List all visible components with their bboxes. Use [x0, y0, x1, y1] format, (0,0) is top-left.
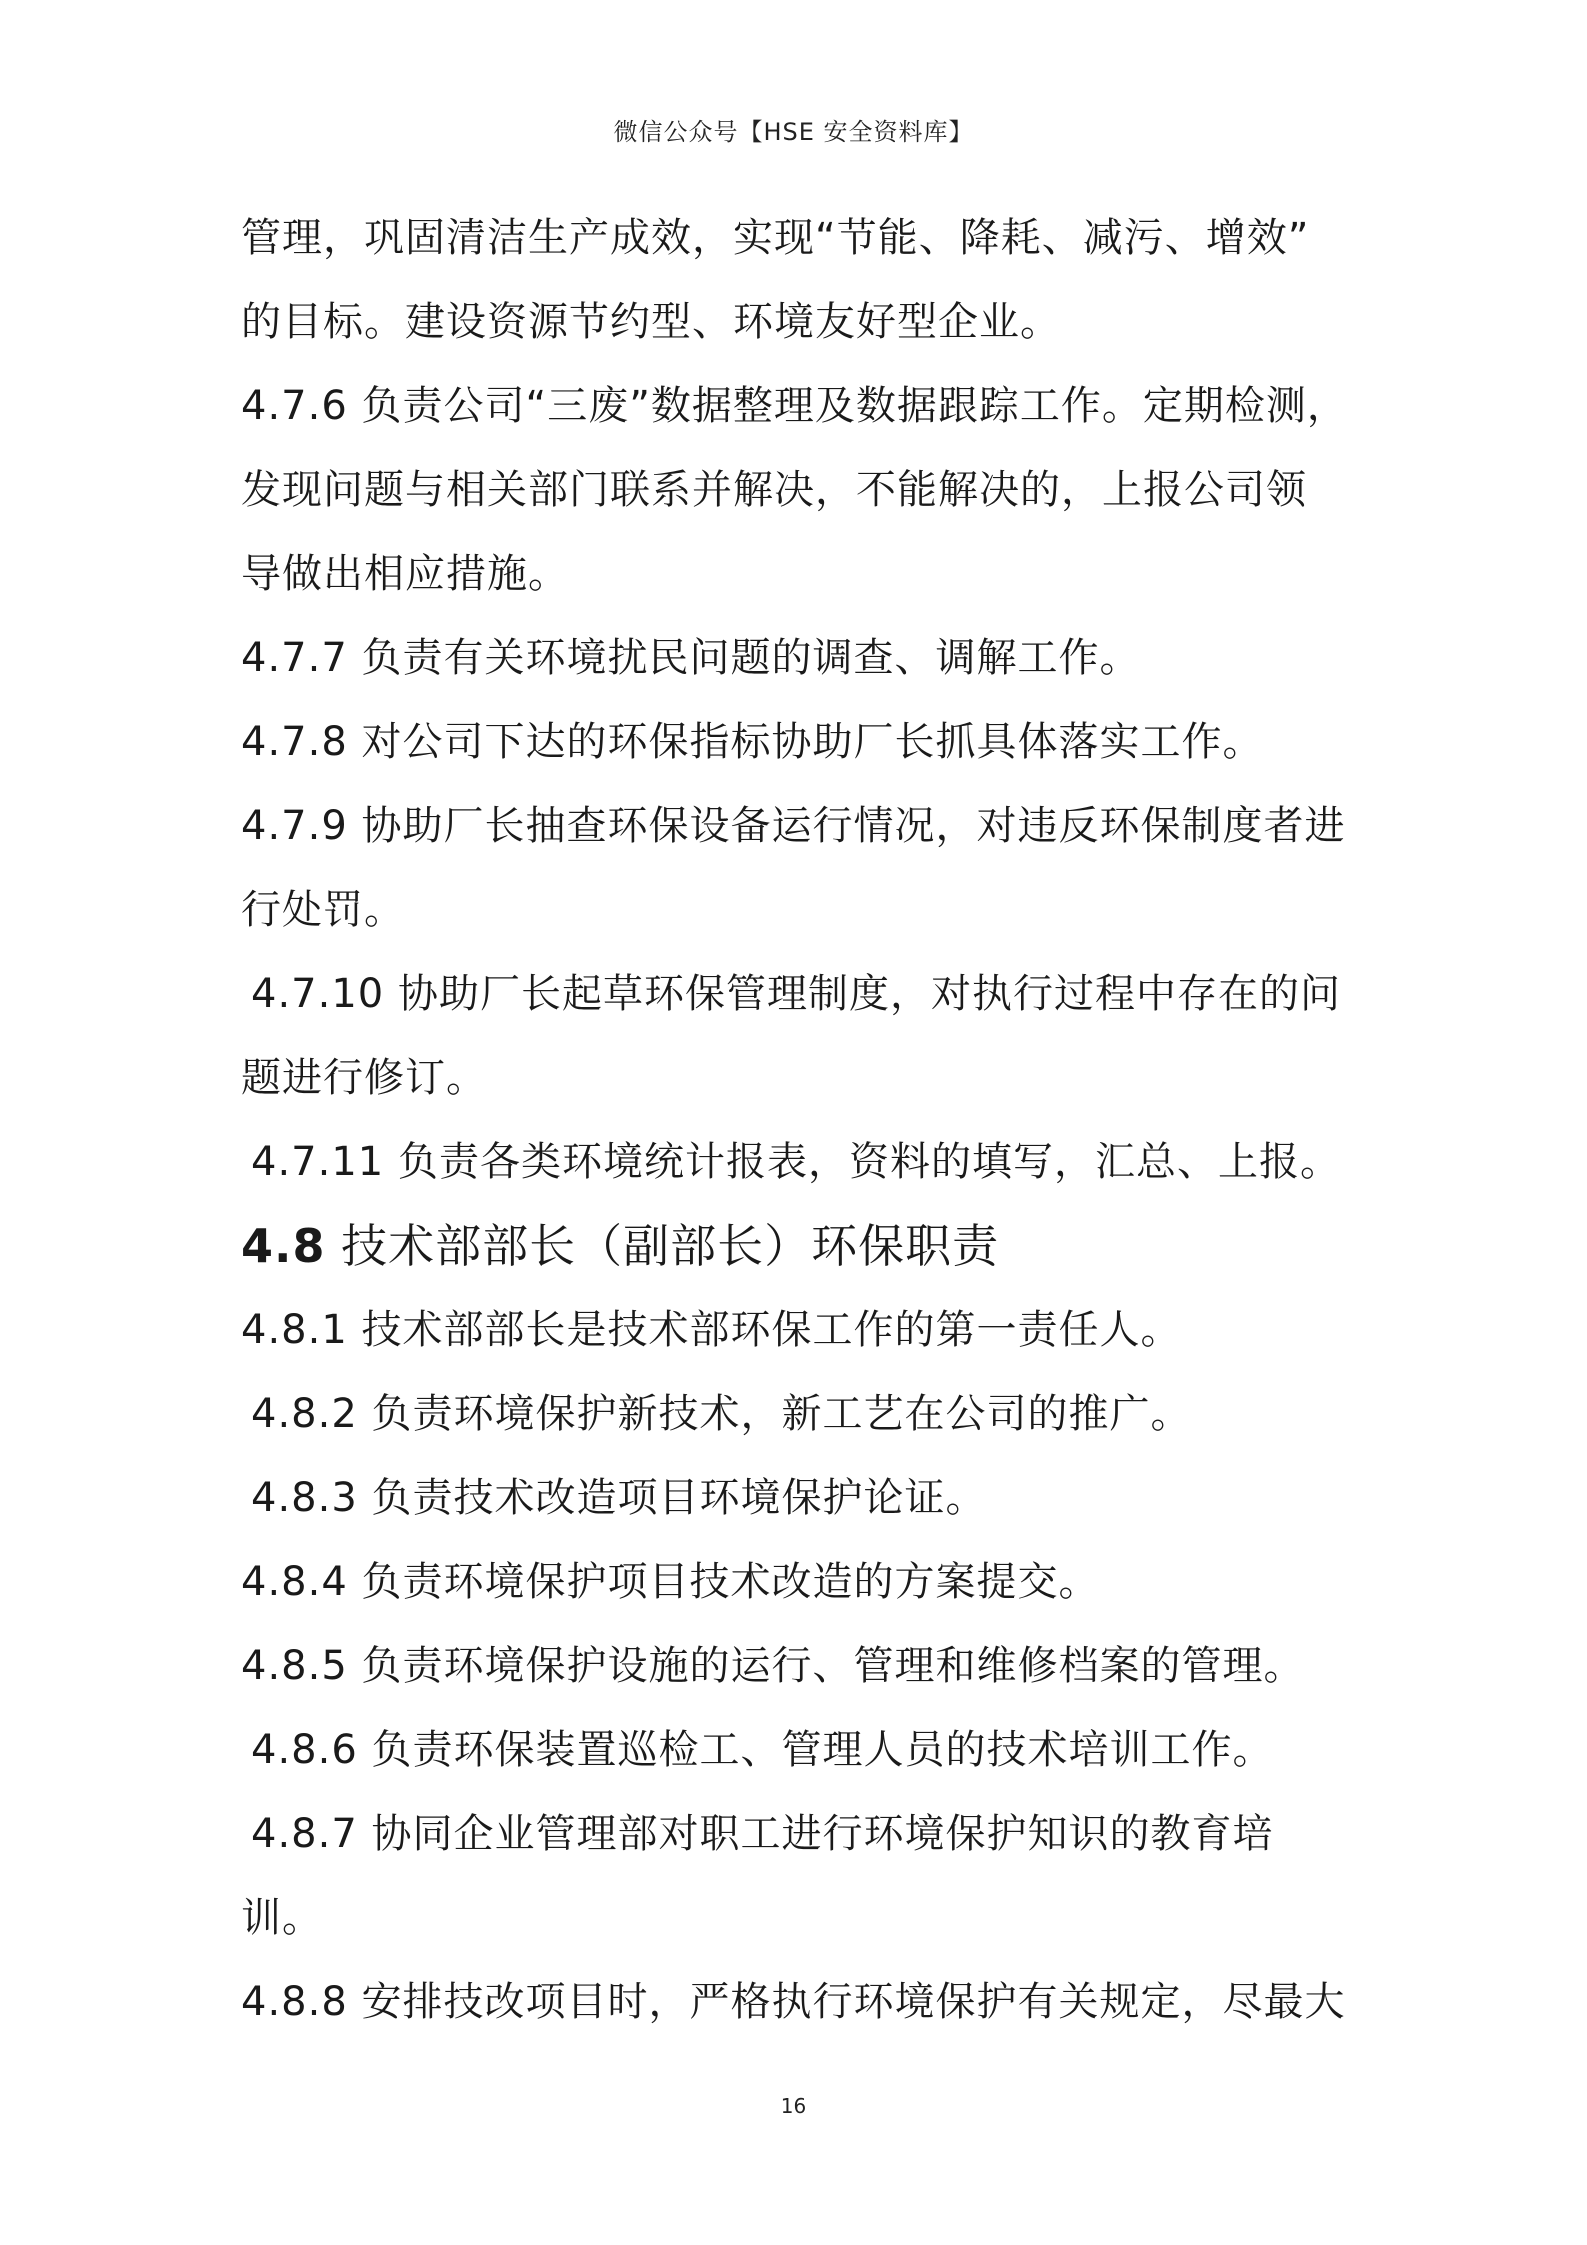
- document-body: [241, 196, 1361, 2044]
- text-line: 4.8.4 负责环境保护项目技术改造的方案提交。: [241, 1559, 1100, 1605]
- section-heading-number: 4.8: [241, 1219, 326, 1273]
- text-line: 4.8.5 负责环境保护设施的运行、管理和维修档案的管理。: [241, 1643, 1305, 1689]
- text-line: 4.8.2 负责环境保护新技术，新工艺在公司的推广。: [251, 1391, 1192, 1437]
- text-line: 4.8.8 安排技改项目时，严格执行环境保护有关规定，尽最大: [241, 1979, 1346, 2025]
- text-line: 的目标。建设资源节约型、环境友好型企业。: [241, 299, 1061, 345]
- text-line: 4.8.6 负责环保装置巡检工、管理人员的技术培训工作。: [251, 1727, 1274, 1773]
- text-line: 管理，巩固清洁生产成效，实现“节能、降耗、减污、增效”: [241, 215, 1310, 261]
- text-line: 4.8.7 协同企业管理部对职工进行环境保护知识的教育培: [251, 1811, 1274, 1857]
- text-line: 4.8.1 技术部部长是技术部环保工作的第一责任人。: [241, 1307, 1182, 1353]
- section-heading-title: 技术部部长（副部长）环保职责: [325, 1219, 1000, 1273]
- text-line: 题进行修订。: [241, 1055, 487, 1101]
- text-line: 4.7.7 负责有关环境扰民问题的调查、调解工作。: [241, 635, 1141, 681]
- text-line: 训。: [241, 1895, 323, 1941]
- text-line: 行处罚。: [241, 887, 405, 933]
- text-line: 4.7.11 负责各类环境统计报表，资料的填写，汇总、上报。: [251, 1139, 1341, 1185]
- text-line: 发现问题与相关部门联系并解决，不能解决的，上报公司领: [241, 467, 1307, 513]
- section-heading: [241, 1204, 1361, 1288]
- text-line: 4.7.10 协助厂长起草环保管理制度，对执行过程中存在的问: [251, 971, 1341, 1017]
- text-line: 4.7.6 负责公司“三废”数据整理及数据跟踪工作。定期检测，: [241, 383, 1348, 429]
- text-line: 4.7.8 对公司下达的环保指标协助厂长抓具体落实工作。: [241, 719, 1264, 765]
- text-line: 导做出相应措施。: [241, 551, 569, 597]
- page-header: 微信公众号【HSE 安全资料库】: [613, 118, 974, 146]
- text-line: 4.8.3 负责技术改造项目环境保护论证。: [251, 1475, 987, 1521]
- page-number: 16: [780, 2094, 807, 2118]
- text-line: 4.7.9 协助厂长抽查环保设备运行情况，对违反环保制度者进: [241, 803, 1346, 849]
